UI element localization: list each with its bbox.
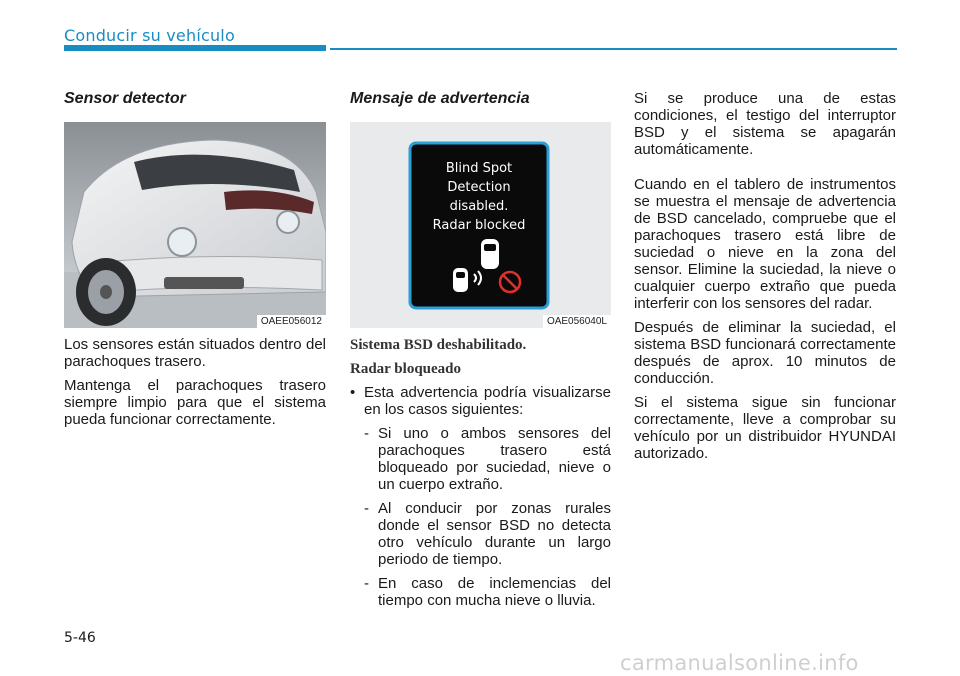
warning-heading: Mensaje de advertencia [350, 90, 530, 107]
display-line-2: Detection [447, 180, 511, 195]
bullet-item [350, 384, 611, 418]
cluster-display-figure [350, 122, 611, 328]
bullet-text: Esta advertencia podría visualizarse en los casos siguientes: [364, 384, 611, 418]
header-rule-thick [64, 45, 326, 51]
dash-mark: - [364, 425, 369, 442]
dash-text: Si uno o ambos sensores del parachoques trasero está bloqueado por suciedad, nieve o un cuerpo extraño. [378, 425, 611, 493]
car-rear-figure [64, 122, 326, 328]
subhead-bsd-disabled: Sistema BSD deshabilitado. [350, 337, 527, 353]
adjacent-vehicle-icon [453, 268, 468, 292]
display-line-3: disabled. [449, 199, 509, 214]
page-number: 5-46 [64, 630, 96, 646]
figure-code: OAE056040L [543, 315, 611, 328]
car-rear-illustration [64, 122, 326, 328]
dash-text: En caso de inclemencias del tiempo con mucha nieve o lluvia. [378, 575, 611, 609]
dash-item [350, 575, 611, 609]
dash-item [350, 500, 611, 568]
dash-mark: - [364, 500, 369, 517]
cluster-display-illustration [350, 122, 611, 328]
dash-item [350, 425, 611, 493]
watermark: carmanualsonline.info [620, 651, 859, 675]
paragraph: Cuando en el tablero de instrumentos se muestra el mensaje de advertencia de BSD cancelado, compruebe que el parachoques trasero está libre de suciedad o nieve en la zona del sensor. Elimine la suciedad, la nieve o cualquier cuerpo extraño que pueda interferir con los sensores del radar. [634, 176, 896, 312]
header-rule-thin [330, 48, 897, 50]
sensor-heading: Sensor detector [64, 90, 186, 107]
paragraph: Mantenga el parachoques trasero siempre limpio para que el sistema pueda funcionar correctamente. [64, 377, 326, 428]
display-line-1: Blind Spot [445, 161, 513, 176]
display-line-4: Radar blocked [432, 218, 526, 233]
paragraph: Si el sistema sigue sin funcionar correctamente, lleve a comprobar su vehículo por un distribuidor HYUNDAI autorizado. [634, 394, 896, 462]
vehicle-icon [481, 239, 499, 269]
column-continuation [634, 90, 896, 469]
paragraph: Los sensores están situados dentro del parachoques trasero. [64, 336, 326, 370]
subhead-radar-blocked: Radar bloqueado [350, 361, 462, 377]
bullet-mark: • [350, 384, 356, 401]
column-warning-message [350, 90, 611, 616]
dash-mark: - [364, 575, 369, 592]
paragraph: Si se produce una de estas condiciones, el testigo del interruptor BSD y el sistema se apagarán automáticamente. [634, 90, 896, 158]
figure-code: OAEE056012 [257, 315, 326, 328]
column-sensor [64, 90, 326, 435]
paragraph: Después de eliminar la suciedad, el sistema BSD funcionará correctamente después de aprox. 10 minutos de conducción. [634, 319, 896, 387]
section-header-title: Conducir su vehículo [64, 26, 235, 45]
dash-text: Al conducir por zonas rurales donde el sensor BSD no detecta otro vehículo durante un largo periodo de tiempo. [378, 500, 611, 568]
